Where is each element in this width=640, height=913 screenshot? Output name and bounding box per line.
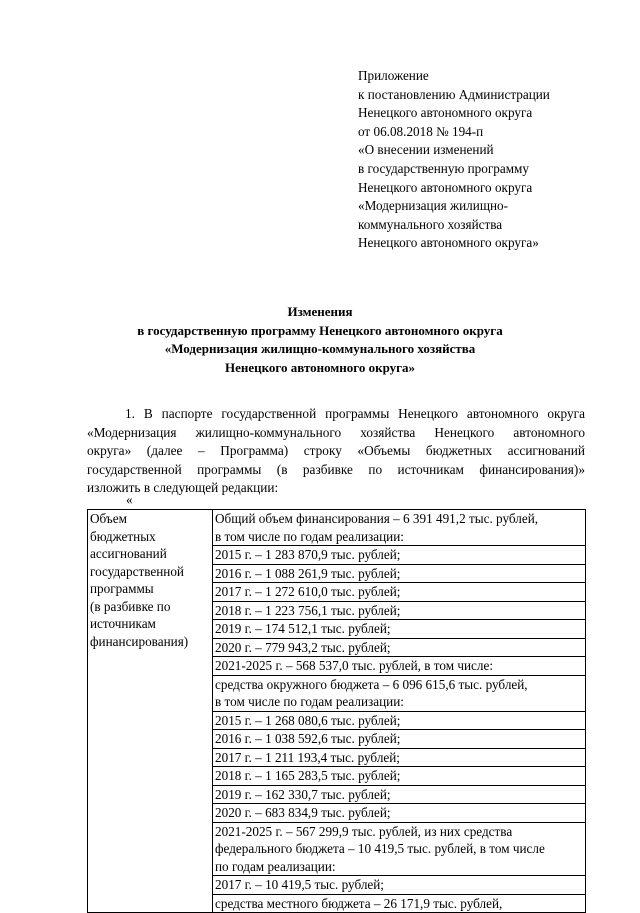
value-line: средства местного бюджета – 26 171,9 тыс. рублей, — [215, 895, 503, 911]
value-line: 2018 г. – 1 223 756,1 тыс. рублей; — [213, 602, 585, 621]
value-line: 2016 г. – 1 088 261,9 тыс. рублей; — [213, 565, 585, 584]
value-line: 2018 г. – 1 165 283,5 тыс. рублей; — [213, 767, 585, 786]
value-line: по годам реализации: — [213, 858, 585, 877]
appendix-line: Ненецкого автономного округа — [358, 105, 533, 121]
appendix-line: в государственную программу — [358, 160, 529, 176]
label-line: Объем — [90, 511, 127, 526]
title-line: «Модернизация жилищно-коммунального хозяйства — [164, 341, 476, 356]
appendix-line: Ненецкого автономного округа — [358, 179, 533, 195]
passport-table — [87, 509, 586, 913]
document-title — [0, 303, 640, 377]
value-line: 2015 г. – 1 283 870,9 тыс. рублей; — [213, 546, 585, 565]
appendix-line: «Модернизация жилищно- — [358, 198, 509, 214]
title-line: Изменения — [287, 304, 353, 319]
table-row — [88, 510, 586, 913]
value-line: 2017 г. – 10 419,5 тыс. рублей; — [213, 876, 585, 895]
label-cell — [88, 510, 213, 913]
label-line: (в разбивке по — [90, 598, 171, 614]
appendix-line: «О внесении изменений — [358, 142, 494, 158]
appendix-line: к постановлению Администрации — [358, 86, 550, 102]
appendix-block — [358, 67, 550, 253]
value-line: Общий объем финансирования – 6 391 491,2 тыс. рублей, — [215, 511, 539, 526]
appendix-line: Приложение — [358, 68, 429, 83]
value-line: 2017 г. – 1 272 610,0 тыс. рублей; — [213, 583, 585, 602]
appendix-line: от 06.08.2018 № 194-п — [358, 123, 484, 139]
title-line: Ненецкого автономного округа» — [224, 359, 416, 375]
value-line: 2020 г. – 779 943,2 тыс. рублей; — [213, 639, 585, 658]
label-line: источникам — [90, 616, 156, 631]
opening-quote-mark: « — [126, 492, 133, 507]
label-line: программы — [90, 581, 154, 596]
value-line: 2020 г. – 683 834,9 тыс. рублей; — [213, 804, 585, 823]
appendix-line: коммунального хозяйства — [358, 216, 503, 232]
value-line: 2019 г. – 174 512,1 тыс. рублей; — [213, 620, 585, 639]
value-line: средства окружного бюджета – 6 096 615,6 тыс. рублей, — [215, 676, 528, 692]
appendix-line: Ненецкого автономного округа» — [358, 235, 539, 251]
value-cell — [213, 510, 586, 913]
paragraph-line: округа» (далее – Программа) строку «Объемы бюджетных ассигнований — [87, 443, 585, 458]
value-line: 2016 г. – 1 038 592,6 тыс. рублей; — [213, 730, 585, 749]
paragraph-line: «Модернизация жилищно-коммунального хозяйства Ненецкого автономного — [87, 424, 585, 440]
title-line: в государственную программу Ненецкого автономного округа — [137, 322, 503, 338]
value-line: в том числе по годам реализации: — [213, 528, 585, 547]
value-line: 2021-2025 г. – 567 299,9 тыс. рублей, из них средства — [215, 823, 513, 839]
paragraph-line: государственной программы (в разбивке по источникам финансирования)» — [87, 461, 585, 477]
paragraph-line: изложить в следующей редакции: — [87, 480, 279, 495]
paragraph-line: 1. В паспорте государственной программы Ненецкого автономного округа — [125, 406, 585, 421]
value-line: 2019 г. – 162 330,7 тыс. рублей; — [213, 786, 585, 805]
label-line: ассигнований — [90, 546, 167, 561]
value-line: 2015 г. – 1 268 080,6 тыс. рублей; — [213, 712, 585, 731]
label-line: бюджетных — [90, 528, 156, 544]
label-line: финансирования) — [90, 633, 189, 649]
value-line: в том числе по годам реализации: — [213, 693, 585, 712]
body-paragraph — [87, 405, 585, 498]
value-line: 2017 г. – 1 211 193,4 тыс. рублей; — [213, 749, 585, 768]
value-line: федерального бюджета – 10 419,5 тыс. рублей, в том числе — [215, 841, 545, 856]
value-line: 2021-2025 г. – 568 537,0 тыс. рублей, в том числе: — [213, 657, 585, 676]
label-line: государственной — [90, 563, 184, 579]
